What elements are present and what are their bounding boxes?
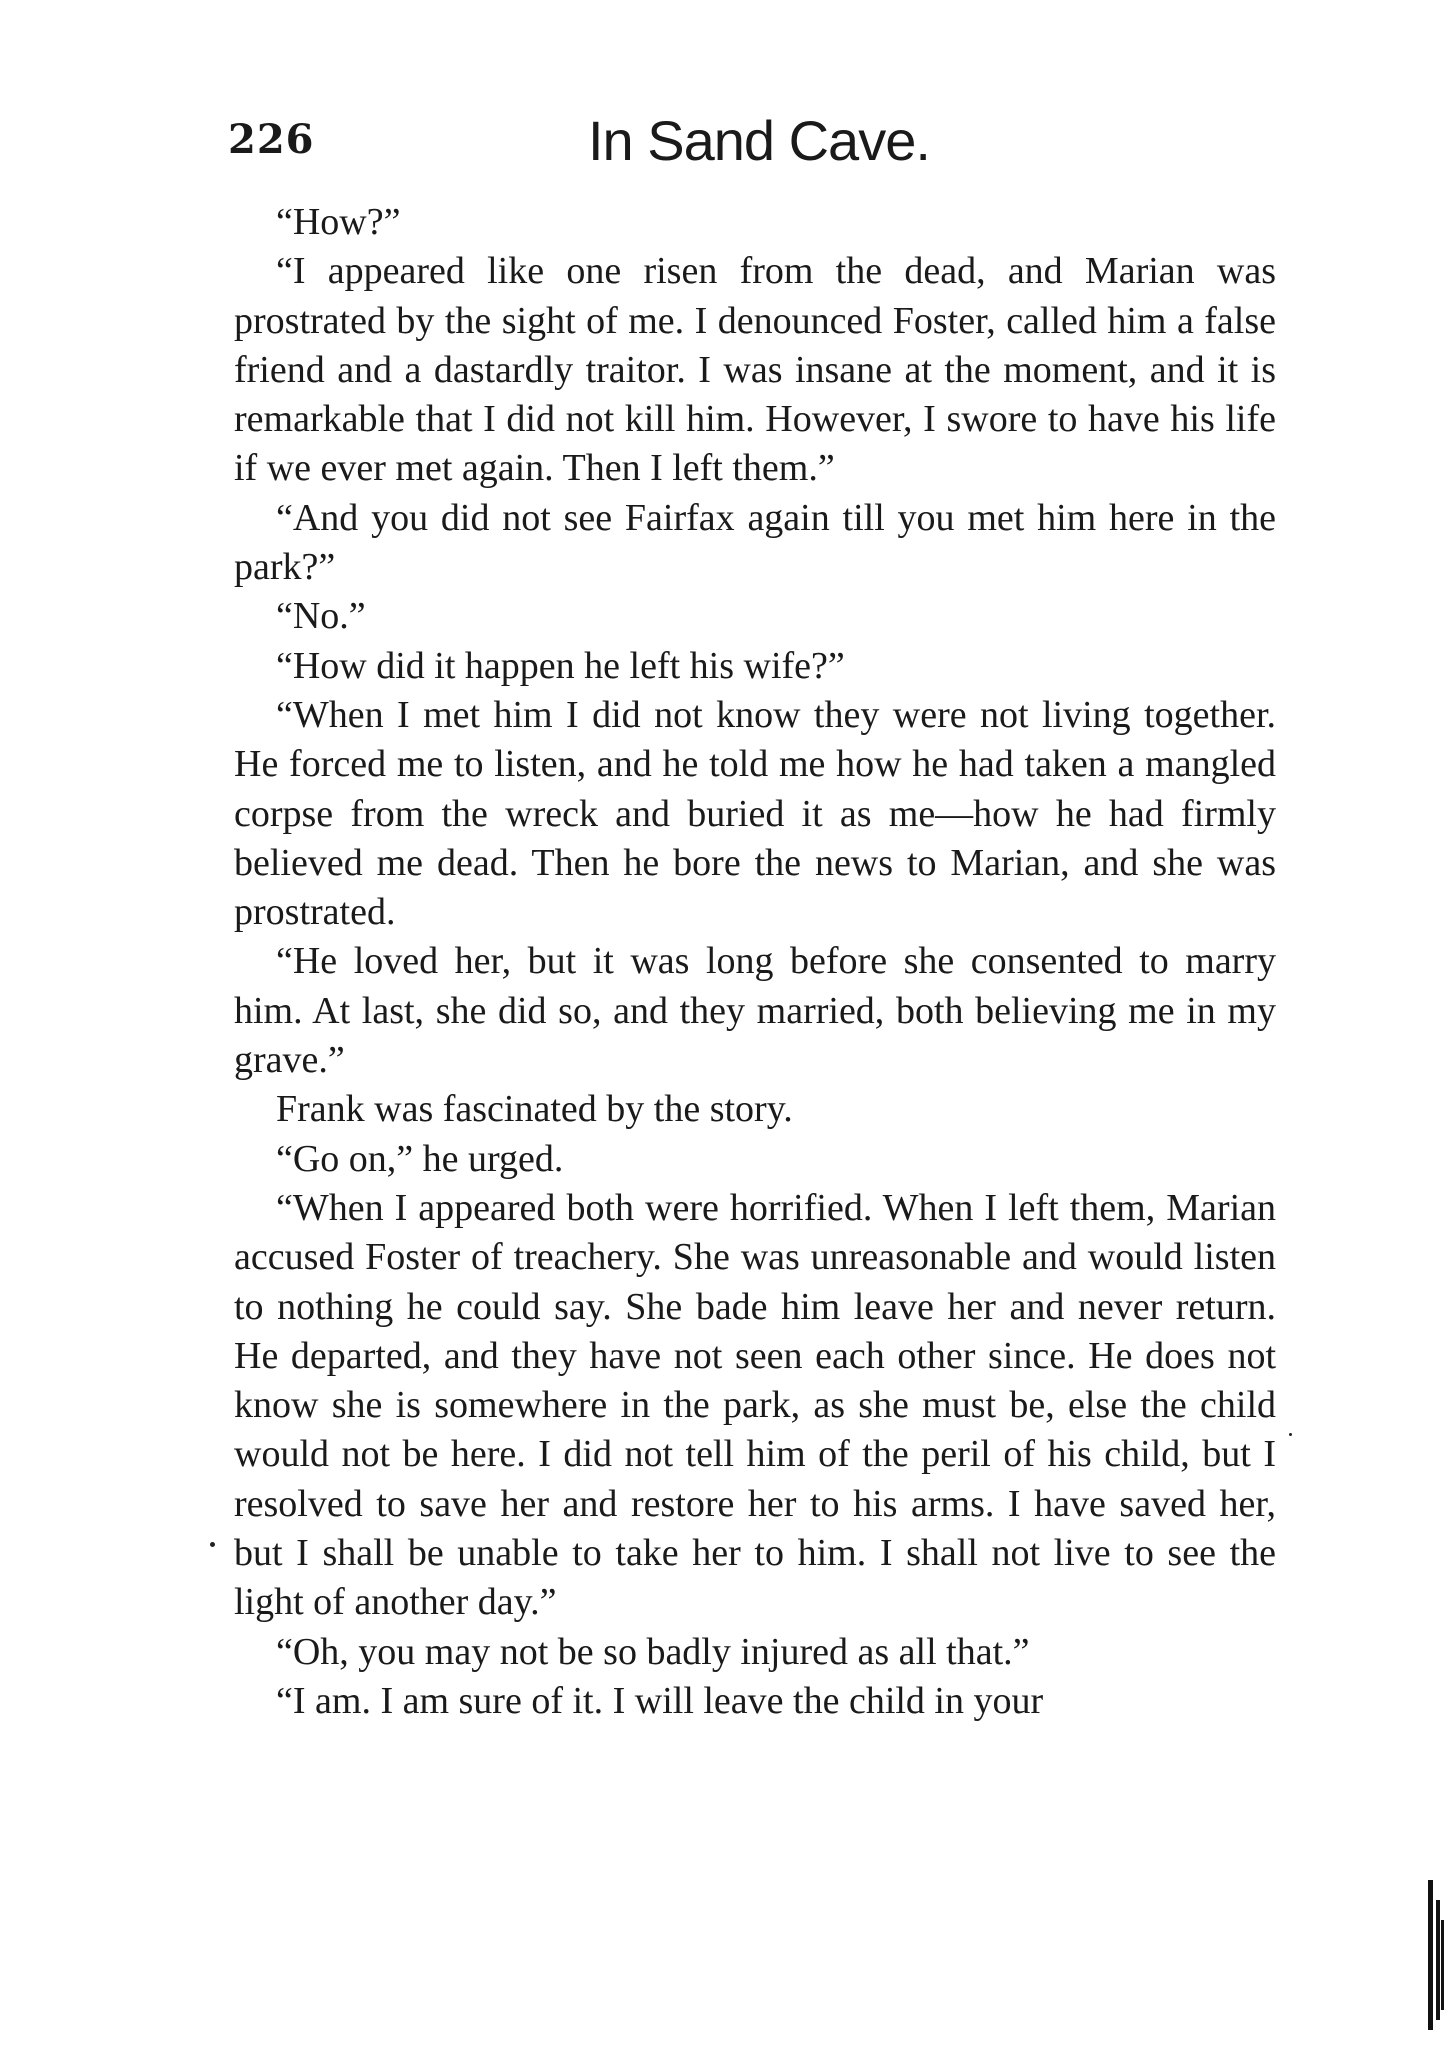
page-number: 226	[228, 116, 315, 163]
paragraph: “I appeared like one risen from the dead, and Marian was prostrated by the sight of me. I denounced Foster, called him a false friend and a dastardly traitor. I was insane at the moment, and it is remarkable that I did not kill him. However, I swore to have his life if we ever met again. Then I left them.”	[234, 250, 1276, 490]
scan-edge-marks	[1426, 1880, 1446, 2030]
paragraph: “When I appeared both were horrified. When I left them, Marian accused Foster of treachery. She was unreasonable and would listen to nothing he could say. She bade him leave her and never return. He departed, and they have not seen each other since. He does not know she is somewhere in the park, as she must be, else the child would not be here. I did not tell him of the peril of his child, but I resolved to save her and restore her to his arms. I have saved her, but I shall be unable to take her to him. I shall not live to see the light of another day.”	[234, 1186, 1276, 1624]
paragraph: “No.”	[276, 595, 366, 638]
scan-speck	[1289, 1433, 1292, 1436]
scan-speck	[210, 1542, 215, 1547]
paragraph: Frank was fascinated by the story.	[276, 1088, 793, 1131]
paragraph: “I am. I am sure of it. I will leave the child in your	[276, 1679, 1044, 1722]
paragraph: “How?”	[276, 201, 401, 243]
paragraph: “Go on,” he urged.	[276, 1137, 564, 1180]
page-header	[228, 108, 1276, 188]
paragraph: “And you did not see Fairfax again till you met him here in the park?”	[234, 496, 1276, 589]
paragraph: “When I met him I did not know they were not living together. He forced me to listen, and he told me how he had taken a mangled corpse from the wreck and buried it as me—how he had firmly believed me dead. Then he bore the news to Marian, and she was prostrated.	[234, 693, 1276, 934]
paragraph: “He loved her, but it was long before she consented to marry him. At last, she did so, and they married, both believing me in my grave.”	[234, 940, 1276, 1082]
paragraph: “Oh, you may not be so badly injured as all that.”	[276, 1630, 1030, 1673]
paragraph: “How did it happen he left his wife?”	[276, 644, 845, 687]
running-title: In Sand Cave.	[588, 109, 930, 172]
body-text	[234, 198, 1276, 1726]
